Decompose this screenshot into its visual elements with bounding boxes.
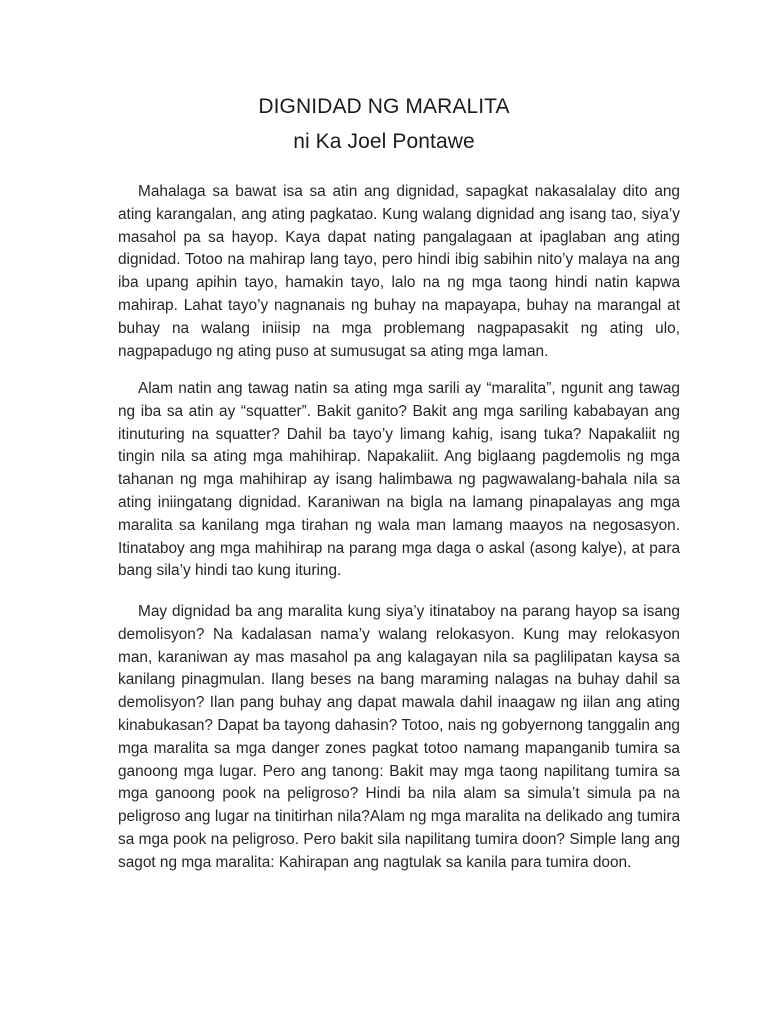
document-title: DIGNIDAD NG MARALITA xyxy=(258,95,510,118)
paragraph-2: Alam natin ang tawag natin sa ating mga sarili ay “maralita”, ngunit ang tawag ng iba sa atin ay “squatter”. Bakit ganito? Bakit ang mga sariling kababayan ang itinuturing na squatter? Dahil ba tayo’y limang kahig, isang tuka? Napakaliit ng tingin nila sa ating mga mahihirap. Napakaliit. Ang biglaang pagdemolis ng mga tahanan ng mga mahihirap ay isang halimbawa ng pagwawalang-bahala nila sa ating iniingatang dignidad. Karaniwan na bigla na lamang pinapalayas ang mga maralita sa kanilang mga tirahan ng wala man lamang maayos na negosasyon. Itinataboy ang mga mahihirap na parang mga daga o askal (asong kalye), at para bang sila’y hindi tao kung ituring. xyxy=(118,380,680,580)
author-line: ni Ka Joel Pontawe xyxy=(293,130,475,153)
paragraph-3: May dignidad ba ang maralita kung siya’y itinataboy na parang hayop sa isang demolisyon? Na kadalasan nama’y walang relokasyon. Kung may relokasyon man, karaniwan ay mas masahol pa ang kalagayan nila sa paglilipatan kaysa sa kanilang pinagmulan. Ilang beses na bang maraming nalagas na buhay dahil sa demolisyon? Ilan pang buhay ang dapat mawala dahil inaagaw ng iilan ang ating kinabukasan? Dapat ba tayong dahasin? Totoo, nais ng gobyernong tanggalin ang mga maralita sa mga danger zones pagkat totoo namang mapanganib tumira sa ganoong mga lugar. Pero ang tanong: Bakit may mga taong napilitang tumira sa mga ganoong pook na peligroso? Hindi ba nila alam sa simula’t simula pa na peligroso ang lugar na tinitirhan nila?Alam ng mga maralita na delikado ang tumira sa mga pook na peligroso. Pero bakit sila napilitang tumira doon? Simple lang ang sagot ng mga maralita: Kahirapan ang nagtulak sa kanila para tumira doon. xyxy=(118,603,680,871)
paragraph-1: Mahalaga sa bawat isa sa atin ang dignidad, sapagkat nakasalalay dito ang ating karangalan, ang ating pagkatao. Kung walang dignidad ang isang tao, siya’y masahol pa sa hayop. Kaya dapat nating pangalagaan at ipaglaban ang ating dignidad. Totoo na mahirap lang tayo, pero hindi ibig sabihin nito’y malaya na ang iba upang apihin tayo, hamakin tayo, lalo na ng mga taong hindi natin kapwa mahirap. Lahat tayo’y nagnanais ng buhay na mapayapa, buhay na marangal at buhay na walang iniisip na mga problemang nagpapasakit ng ating ulo, nagpapadugo ng ating puso at sumusugat sa ating mga laman. xyxy=(118,183,680,360)
